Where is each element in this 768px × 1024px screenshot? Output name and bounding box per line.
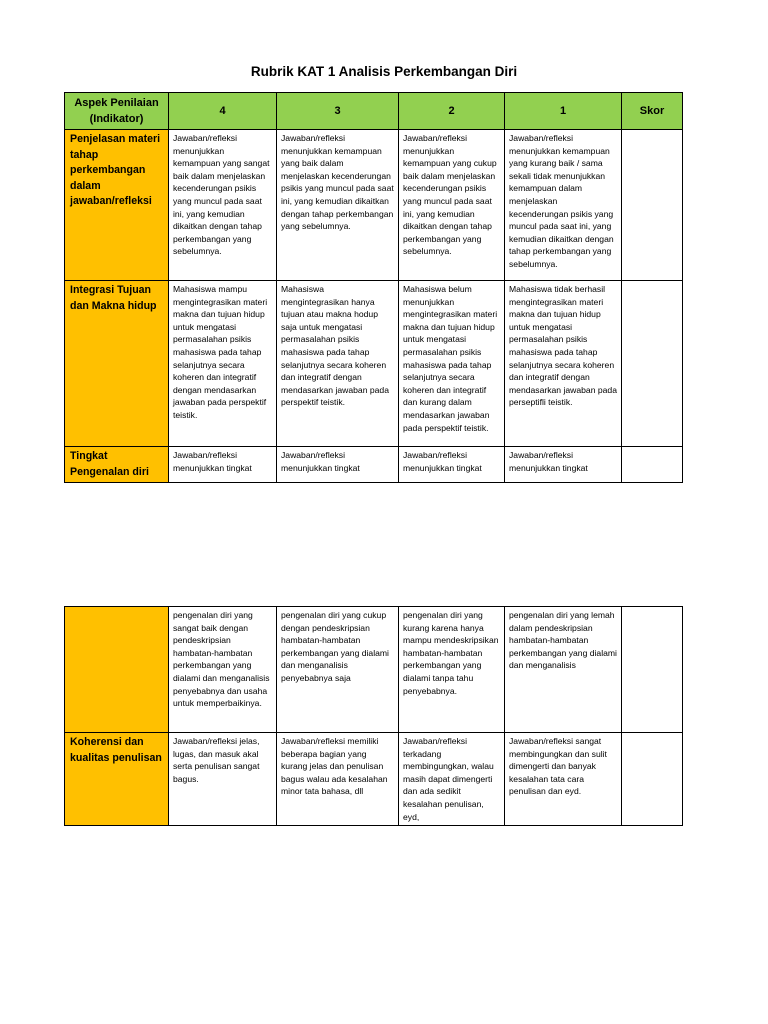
score-cell bbox=[622, 733, 683, 826]
criteria-cell: Jawaban/refleksi menunjukkan kemampuan yang kurang baik / sama sekali tidak menunjukkan kemampuan dalam menjelaskan kecenderungan psikis yang muncul pada saat ini, yang kemudian dikaitkan dengan tahap perkembangan yang sebelumnya. bbox=[505, 130, 622, 281]
header-aspect: Aspek Penilaian (Indikator) bbox=[65, 93, 169, 130]
aspect-cell bbox=[65, 607, 169, 733]
rubric-table-page2 bbox=[64, 606, 683, 826]
criteria-cell: Jawaban/refleksi menunjukkan tingkat bbox=[277, 447, 399, 483]
criteria-cell: pengenalan diri yang sangat baik dengan pendeskripsian hambatan-hambatan perkembangan yang dialami dan menganalisis penyebabnya dan usaha untuk memperbaikinya. bbox=[169, 607, 277, 733]
criteria-cell: Jawaban/refleksi terkadang membingungkan, walau masih dapat dimengerti dan ada sedikit kesalahan penulisan, eyd, bbox=[399, 733, 505, 826]
score-cell bbox=[622, 447, 683, 483]
aspect-cell: Koherensi dan kualitas penulisan bbox=[65, 733, 169, 826]
criteria-cell: Jawaban/refleksi menunjukkan kemampuan yang sangat baik dalam menjelaskan kecenderungan psikis yang muncul pada saat ini, yang kemudian dikaitkan dengan tahap perkembangan yang sebelumnya. bbox=[169, 130, 277, 281]
aspect-cell: Tingkat Pengenalan diri bbox=[65, 447, 169, 483]
header-score: Skor bbox=[622, 93, 683, 130]
criteria-cell: Jawaban/refleksi menunjukkan tingkat bbox=[505, 447, 622, 483]
criteria-cell: pengenalan diri yang lemah dalam pendeskripsian hambatan-hambatan perkembangan yang dialami dan menganalisis bbox=[505, 607, 622, 733]
criteria-cell: Jawaban/refleksi memiliki beberapa bagian yang kurang jelas dan penulisan bagus walau ada kesalahan minor tata bahasa, dll bbox=[277, 733, 399, 826]
criteria-cell: Jawaban/refleksi sangat membingungkan dan sulit dimengerti dan banyak kesalahan tata cara penulisan dan eyd. bbox=[505, 733, 622, 826]
criteria-cell: Jawaban/refleksi menunjukkan kemampuan yang cukup baik dalam menjelaskan kecenderungan psikis yang muncul pada saat ini, yang kemudian dikaitkan dengan tahap perkembangan yang sebelumnya. bbox=[399, 130, 505, 281]
score-cell bbox=[622, 281, 683, 447]
criteria-cell: Mahasiswa belum menunjukkan mengintegrasikan materi makna dan tujuan hidup untuk mengatasi permasalahan psikis mahasiswa pada tahap selanjutnya secara koheren dan integratif dan kurang dalam mendasarkan jawaban pada perspektif teistik. bbox=[399, 281, 505, 447]
score-cell bbox=[622, 607, 683, 733]
header-level-4: 4 bbox=[169, 93, 277, 130]
criteria-cell: Jawaban/refleksi menunjukkan kemampuan yang baik dalam menjelaskan kecenderungan psikis yang muncul pada saat ini, yang kemudian dikaitkan dengan tahap perkembangan yang sebelumnya. bbox=[277, 130, 399, 281]
table-row bbox=[65, 281, 683, 447]
criteria-cell: Mahasiswa mampu mengintegrasikan materi makna dan tujuan hidup untuk mengatasi permasalahan psikis mahasiswa pada tahap selanjutnya secara koheren dan integratif dengan mendasarkan jawaban pada perspektif teistik. bbox=[169, 281, 277, 447]
header-level-1: 1 bbox=[505, 93, 622, 130]
header-level-3: 3 bbox=[277, 93, 399, 130]
criteria-cell: Mahasiswa mengintegrasikan hanya tujuan atau makna hodup saja untuk mengatasi permasalahan psikis mahasiswa pada tahap selanjutnya secara koheren dan integratif dengan mendasarkan jawaban pada perspektif teistik. bbox=[277, 281, 399, 447]
rubric-table-page1 bbox=[64, 92, 683, 483]
aspect-cell: Integrasi Tujuan dan Makna hidup bbox=[65, 281, 169, 447]
criteria-cell: pengenalan diri yang cukup dengan pendeskripsian hambatan-hambatan perkembangan yang dialami dan menganalisis penyebabnya saja bbox=[277, 607, 399, 733]
criteria-cell: Jawaban/refleksi menunjukkan tingkat bbox=[399, 447, 505, 483]
table-row bbox=[65, 607, 683, 733]
table-row bbox=[65, 447, 683, 483]
aspect-cell: Penjelasan materi tahap perkembangan dalam jawaban/refleksi bbox=[65, 130, 169, 281]
criteria-cell: pengenalan diri yang kurang karena hanya mampu mendeskripsikan hambatan-hambatan perkembangan yang dialami tanpa tahu penyebabnya. bbox=[399, 607, 505, 733]
page-title: Rubrik KAT 1 Analisis Perkembangan Diri bbox=[250, 64, 518, 79]
table-row bbox=[65, 733, 683, 826]
table-header-row bbox=[65, 93, 683, 130]
table-row bbox=[65, 130, 683, 281]
criteria-cell: Jawaban/refleksi menunjukkan tingkat bbox=[169, 447, 277, 483]
criteria-cell: Mahasiswa tidak berhasil mengintegrasikan materi makna dan tujuan hidup untuk mengatasi permasalahan psikis mahasiswa pada tahap selanjutnya secara koheren dan integratif dengan mendasarkan jawaban pada perseptifli teistik. bbox=[505, 281, 622, 447]
header-level-2: 2 bbox=[399, 93, 505, 130]
score-cell bbox=[622, 130, 683, 281]
criteria-cell: Jawaban/refleksi jelas, lugas, dan masuk akal serta penulisan sangat bagus. bbox=[169, 733, 277, 826]
